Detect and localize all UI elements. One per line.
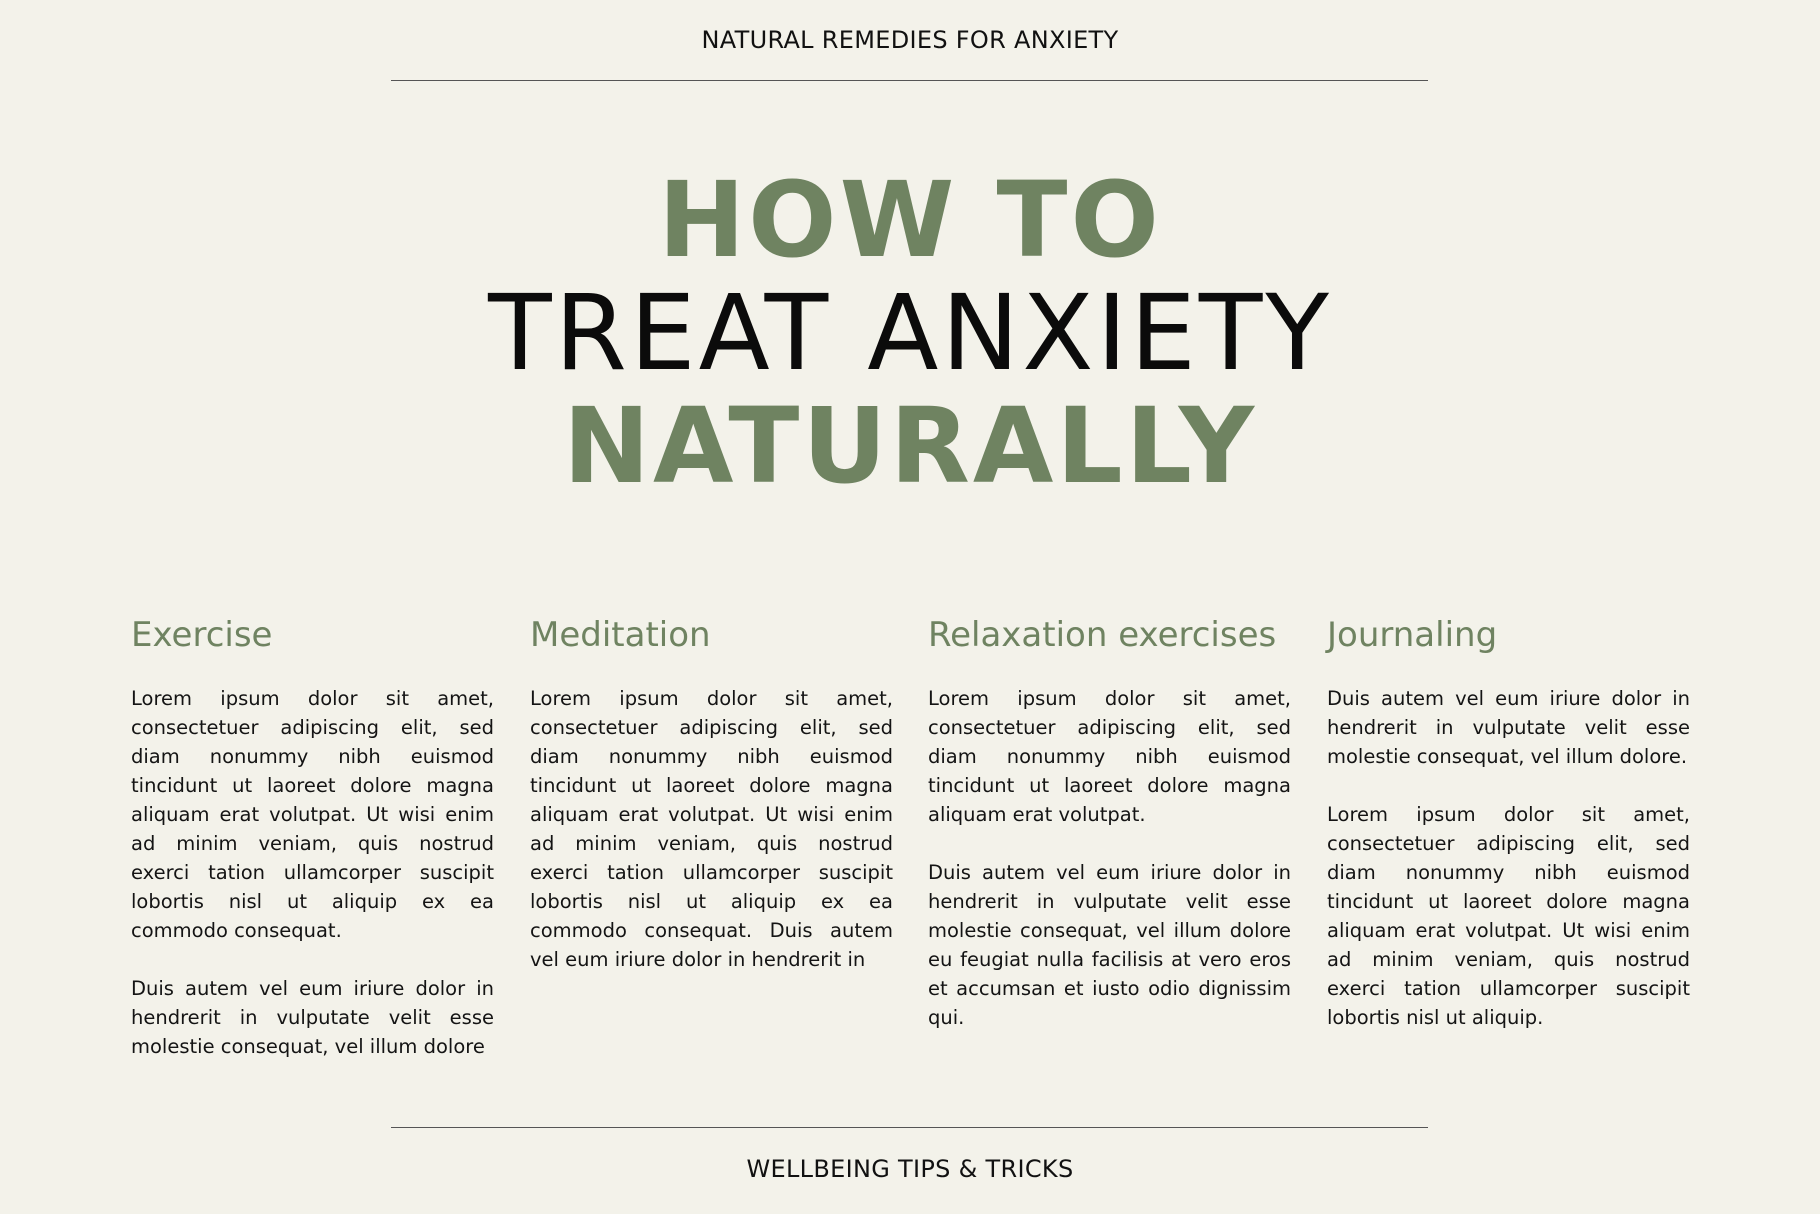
- section-heading: Meditation: [530, 615, 711, 655]
- section-paragraph: Duis autem vel eum iriure dolor in hendrerit in vulputate velit esse molestie consequat, vel illum dolore.: [1327, 687, 1690, 768]
- section-heading: Journaling: [1327, 615, 1498, 655]
- section-relaxation-exercises: [928, 612, 1291, 1061]
- headline-line-1: HOW TO: [658, 159, 1162, 281]
- section-paragraph: Lorem ipsum dolor sit amet, consectetuer adipiscing elit, sed diam nonummy nibh euismod tincidunt ut laoreet dolore magna aliquam erat volutpat. Ut wisi enim ad minim veniam, quis nostrud exerci tation ullamcorper suscipit lobortis nisl ut aliquip ex ea commodo consequat. Duis autem vel eum iriure dolor in hendrerit in: [530, 687, 893, 971]
- section-paragraph: Duis autem vel eum iriure dolor in hendrerit in vulputate velit esse molestie consequat, vel illum dolore: [131, 977, 494, 1058]
- section-journaling: [1327, 612, 1690, 1061]
- headline-line-3: NATURALLY: [562, 385, 1258, 507]
- section-paragraph: Lorem ipsum dolor sit amet, consectetuer adipiscing elit, sed diam nonummy nibh euismod tincidunt ut laoreet dolore magna aliquam erat volutpat.: [928, 687, 1291, 826]
- section-heading: Relaxation exercises: [928, 615, 1277, 655]
- bottom-divider: [391, 1127, 1428, 1128]
- footer-title: WELLBEING TIPS & TRICKS: [746, 1155, 1074, 1183]
- section-meditation: [530, 612, 893, 1003]
- section-paragraph: Lorem ipsum dolor sit amet, consectetuer adipiscing elit, sed diam nonummy nibh euismod tincidunt ut laoreet dolore magna aliquam erat volutpat. Ut wisi enim ad minim veniam, quis nostrud exerci tation ullamcorper suscipit lobortis nisl ut aliquip ex ea commodo consequat.: [131, 687, 494, 942]
- section-exercise: [131, 612, 494, 1090]
- section-heading: Exercise: [131, 615, 273, 655]
- section-paragraph: Duis autem vel eum iriure dolor in hendrerit in vulputate velit esse molestie consequat, vel illum dolore eu feugiat nulla facilisis at vero eros et accumsan et iusto odio dignissim qui.: [928, 861, 1291, 1029]
- top-divider: [391, 80, 1428, 81]
- header-title: NATURAL REMEDIES FOR ANXIETY: [701, 26, 1119, 54]
- headline-line-2: TREAT ANXIETY: [488, 272, 1332, 394]
- section-paragraph: Lorem ipsum dolor sit amet, consectetuer adipiscing elit, sed diam nonummy nibh euismod tincidunt ut laoreet dolore magna aliquam erat volutpat. Ut wisi enim ad minim veniam, quis nostrud exerci tation ullamcorper suscipit lobortis nisl ut aliquip.: [1327, 803, 1690, 1029]
